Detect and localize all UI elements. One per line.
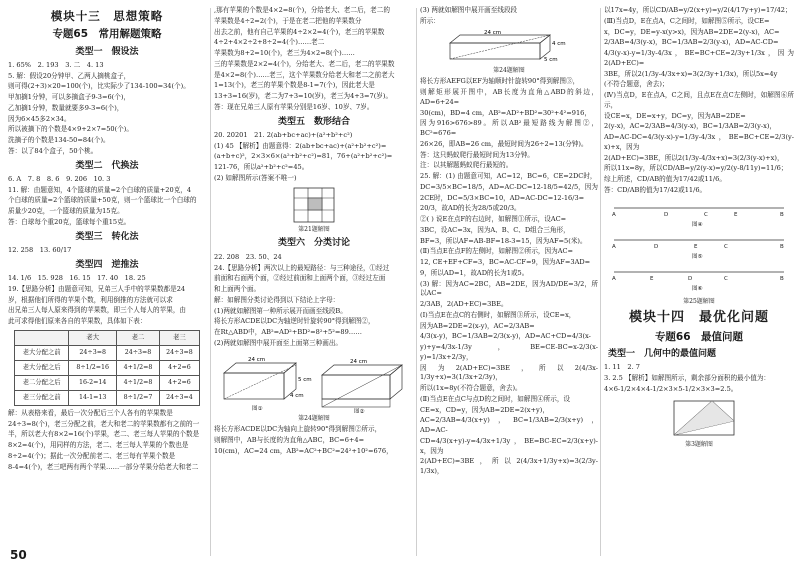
text-line: 则可得(2+3)×20=100(个)，比实际少了134-100=34(个)。	[8, 82, 190, 91]
q24-continued	[214, 425, 414, 456]
table-cell: 24÷3=8	[69, 345, 117, 360]
table-cell: 老二分配之后	[15, 375, 69, 390]
text-line: 1. 11 2. 7	[604, 363, 640, 372]
type2-answers	[8, 175, 206, 228]
type1-answers	[8, 61, 206, 157]
fig24-label-width: 4 cm	[290, 392, 304, 399]
text-line: 10(cm)，AC=24 cm，AB²=AC²+BC²=24²+10²=676，	[214, 446, 393, 455]
text-line: 26×26，即AB=26 cm，最短时间为26÷2=13(分钟)。	[420, 139, 588, 148]
text-line: 30(cm)，BD=4 cm，AB²=AD²+BD²=30²+4²=916，	[420, 108, 591, 117]
text-line: 121-76，所以a²+b²+c²=45。	[214, 163, 309, 172]
fig24-part3-svg	[420, 29, 598, 65]
text-line: DC=3/5×BC=18/5，AD=AC-DC=12-18/5=42/5，因为	[420, 182, 598, 191]
table-header-cell: 老二	[117, 330, 160, 345]
text-line: 质量少20克，一个篮球的质量为15克。	[8, 207, 124, 216]
table-cell: 老大分配之前	[15, 345, 69, 360]
type-heading: 类型五 数形结合	[277, 116, 350, 127]
text-line: CE=x，CD=y，因为AB=2DE=2(x+y)，	[420, 405, 549, 414]
text-line: 6. A 7. 8 8. 6 9. 206 10. 3	[8, 174, 111, 183]
text-line: 2/3AB=4/3(y-x)，BC=1/3AB=2/3(y-x)，AD=AC-CD=	[604, 38, 779, 47]
text-line: 苹果数是4÷2=2(个)，于是在老二把他的苹果数分	[214, 16, 362, 25]
table-header-cell: 老三	[159, 330, 199, 345]
svg-text:B: B	[780, 275, 784, 282]
text-line: (Ⅱ)当点E在点C与点D的之间时，如解图④所示，设	[420, 394, 571, 403]
text-line: 20. 20201 21. 2(ab+bc+ac)+(a²+b²+c²)	[214, 130, 353, 139]
svg-text:D: D	[654, 243, 659, 250]
type-heading: 类型三 转化法	[75, 231, 139, 242]
text-line: 将长方形ACDE以DC为轴向上旋转90°得到解图②所示，	[214, 425, 382, 434]
text-line: 4/3(y-x)-y=1/3y-4/3x，BE=BC+CE=2/3y+1/3x，因为2(AD+EC)=	[604, 49, 794, 67]
fig-top-dim: 24 cm	[484, 29, 502, 36]
text-line: 因为AB=2DE=2(x-y)，AC=2/3AB=	[420, 321, 535, 330]
fig21-caption: 第21题解图	[298, 225, 330, 233]
q19-continued	[214, 6, 414, 59]
fig24-svg	[214, 351, 414, 413]
text-line: 9，所以AD=1，故AD的长为1或5。	[420, 268, 529, 277]
text-line: 答：现在兄弟三人原有苹果分别是16岁、10岁、7岁。	[214, 102, 374, 111]
text-line: 4÷2+4×2÷2+8÷2=4(个)……老二	[214, 38, 325, 47]
text-line: 所示：	[420, 16, 440, 25]
text-line: 注：以其解题蚂蚁爬行最短的。	[420, 161, 513, 170]
fig24-label-height: 5 cm	[298, 376, 312, 383]
text-line: 答：以了84个盒子，50个桃。	[8, 146, 98, 155]
text-line: 出兄弟三人每人原来得到的苹果数，即三个人每人的苹果，由	[8, 306, 187, 315]
table-cell: 24÷3=8	[159, 345, 199, 360]
text-line: 洗摘子的个数是134-50=84(个)。	[8, 136, 110, 145]
fig25-sub: 图⑥	[692, 285, 703, 292]
column-divider	[210, 8, 211, 556]
type-heading: 类型四 逆推法	[75, 259, 139, 270]
text-line: 岁，根据他们所得的苹果个数，利用倒推的方法就可以求	[8, 295, 173, 304]
text-line: 8-4=4(个)，老三吧两有两个苹果……一部分苹果分给老大和老二	[8, 462, 199, 471]
text-line: 三的苹果数是2×2=4(个)，分给老大、老二后，老二的苹果数	[214, 59, 395, 68]
text-line: 2CE时，DC=5/3×BC=10，AD=AC-DC=12-16/3=	[420, 193, 585, 202]
table-cell: 14-1=13	[69, 390, 117, 405]
topic-title: 专题65 常用解题策略	[52, 28, 162, 41]
column-divider	[416, 8, 417, 556]
text-line: 2(AD+EC)=3BE，所以2(1/3y-4/3x+x)=3(2/3(y-x)+x)，	[604, 153, 784, 162]
fig24-sub2: 图②	[354, 408, 365, 413]
fig21-diagram	[214, 186, 414, 224]
text-line: 11. 解：由题意知，4个篮球的质量=2个白球的质量+20克，4	[8, 185, 192, 194]
text-line: 答：白球每个重20克，篮球每个重15克。	[8, 217, 131, 226]
text-line: BF=3，所以AF=AB-BF=18-3=15，因为AF=5(米)。	[420, 236, 587, 245]
text-line: 因为6×45多2×34。	[8, 114, 71, 123]
text-line: 甲加摘1分钟，可以多摘盒子9-3=6(个)，	[8, 93, 130, 102]
type-heading: 类型六 分类讨论	[277, 238, 350, 249]
module-title: 模块十四 最优化问题	[628, 310, 769, 326]
text-line: 8÷2=4(个)；据此一次分配前老二、老三每有苹果个数是	[8, 451, 176, 460]
text-line: 苹果数为8+2=10(个)，老三为4×2=8(个)……	[214, 49, 355, 57]
fig21-svg	[214, 186, 414, 224]
svg-text:E: E	[694, 243, 698, 250]
text-line: (2) 如解图所示(答案不唯一)	[214, 173, 297, 182]
q25-continued	[604, 6, 794, 196]
text-line: 24.【思路分析】两次以上的最短路径：与三种途径，①经过	[214, 263, 390, 272]
topic-title: 专题66 最值问题	[654, 330, 744, 343]
text-line: 是4×2=8(个)……老三，这个苹果数分给老大和老二之前老大	[214, 70, 395, 79]
fig-top-w: 5 cm	[544, 56, 558, 63]
fig24-label-length: 24 cm	[248, 356, 266, 363]
svg-text:B: B	[780, 243, 784, 250]
type-heading: 类型一 几何中的最值问题	[608, 349, 717, 360]
fig-top-caption: 第24题解图	[493, 66, 525, 74]
svg-text:C: C	[724, 275, 728, 282]
svg-text:B: B	[780, 211, 784, 218]
table-cell: 老三分配之前	[15, 390, 69, 405]
svg-text:C: C	[704, 211, 708, 218]
text-line: 22. 208 23. 50、24	[214, 252, 282, 261]
text-line: (Ⅱ)当点E在点F的左侧时，如解图②所示，因为AC=	[420, 247, 574, 256]
text-line: 将长方形ACDE以DC为轴逆时针旋转90°得到解图②，	[214, 317, 375, 326]
q24-part3	[420, 6, 598, 27]
table-cell: 8÷1/2=16	[69, 360, 117, 375]
text-line: (3) 解：因为AC=2BC，AB=2DE，因为AD/DE=3/2，所以AC=	[420, 279, 598, 298]
q25-solution	[420, 172, 598, 477]
text-line: (Ⅰ)当点E在点C的右侧时，如解图③所示，设CE=x，	[420, 310, 576, 319]
fig25-diagram	[604, 198, 794, 296]
text-line: 24÷3=8(个)，老三分配之前，老大和老二的苹果数都有之前的一	[8, 419, 200, 428]
text-line: 因为2(AD+EC)=3BE，所以2(4/3x-1/3y+x)=3(1/3x+2/3y)，	[420, 363, 598, 382]
table-header-cell	[15, 330, 69, 345]
column-2	[214, 6, 414, 554]
column-3	[420, 6, 598, 554]
text-line: 解：从表格来看，最后一次分配后三个人各有的苹果数是	[8, 408, 173, 417]
fig-top-h: 4 cm	[552, 40, 566, 47]
table-row	[15, 360, 200, 375]
text-line: 此可求得他们原来各自的苹果数，具体如下表：	[8, 317, 147, 326]
table-cell: 24÷3=8	[117, 345, 160, 360]
table-header-row	[15, 330, 200, 345]
text-line: 2(AD+EC)=3BE，所以2(4/3x+1/3y+x)=3(2/3y-1/3x)，	[420, 457, 598, 476]
text-line: 13+3=16(岁)，老二为7+3=10(岁)，老三为4+3=7(岁)。	[214, 92, 393, 100]
text-line: 3BC，设AC=3x，因为A、B、C、D组合三角形，	[420, 225, 570, 234]
svg-text:E: E	[734, 211, 738, 218]
table-row	[15, 390, 200, 405]
fig25-svg	[604, 198, 794, 296]
fig24-diagram	[214, 351, 414, 413]
text-line: x，DC=y，DE=y-x(y>x)，因为AB=2DE=2(y-x)，AC=	[604, 27, 780, 36]
text-line: 半，所以老大有8×2=16(个)苹果，老二、老三每人苹果的个数是	[8, 430, 200, 439]
text-line: y)+y=4/3x-1/3y，BE=CE-BC=x-2/3(x-y)=1/3x+2/3y，	[420, 343, 598, 361]
fig25-sub: 图⑤	[692, 253, 703, 260]
text-line: 19.【思路分析】由题意可知，兄弟三人手中的苹果数都是24	[8, 284, 186, 293]
text-line: 综上所述，CD/AB的值为17/42或11/6。	[604, 175, 726, 183]
q19-solution	[8, 409, 206, 473]
fig25-sub: 图④	[692, 221, 703, 228]
module-title: 模块十三 思想策略	[50, 9, 164, 23]
fig3-svg	[604, 397, 794, 439]
type3-answers: 12. 258 13. 60/17	[8, 245, 72, 254]
text-line: 前面和右面两个面，②经过前面和上面两个面，③经过左面	[214, 274, 386, 283]
column-divider	[600, 8, 601, 556]
fig24-part3-diagram	[420, 29, 598, 65]
text-line: 则解矩形展开图中，AB长度为直角△ABD的斜边，AD=6+24=	[420, 88, 598, 106]
text-line: 2(y-x)，AC=2/3AB=4/3(y-x)，BC=1/3AB=2/3(y-x)，	[604, 122, 777, 131]
q24-conclusion	[420, 77, 598, 171]
apple-distribution-table	[14, 330, 200, 406]
svg-text:A: A	[612, 211, 616, 218]
q19-analysis	[8, 285, 206, 327]
table-cell: 老大分配之后	[15, 360, 69, 375]
type-heading: 类型二 代换法	[75, 160, 139, 171]
text-line: 因为916>676>89。所以AB²最短路线为解图②，BC²=676=	[420, 119, 598, 138]
table-cell: 4÷1/2=8	[117, 375, 160, 390]
text-line: 解：如解图分类讨论得到以下结论上字母：	[214, 295, 340, 304]
text-line: 出去之前，他有自己苹果的4÷2×2=4(个)，老三的苹果数	[214, 27, 385, 36]
type1-answers	[604, 363, 794, 394]
table-cell: 4+1/2=8	[117, 360, 160, 375]
text-line: CD=4/3(x+y)-y=4/3x+1/3y，BE=BC-EC=2/3(x+y)-x，因为	[420, 436, 598, 455]
table-cell: 4+2=6	[159, 360, 199, 375]
text-line: 所以11x=8y，所以CD/AB=y/2(y-x)=y/2(y-8/11y)=11/6；	[604, 164, 788, 173]
text-line: 4/3(x-y)，BC=1/3AB=2/3(x-y)，AD=AC+CD=4/3(x-	[420, 332, 591, 341]
fig24-label-length: 24 cm	[350, 358, 368, 365]
text-line: (2)两就如解图中展开面至上面第三种画出。	[214, 338, 343, 347]
table-header-cell: 老大	[69, 330, 117, 345]
text-line: 则解图中，AB与长度的为直角△ABC，BC=6+4=	[214, 436, 365, 445]
column-4	[604, 6, 794, 554]
text-line: AC=2/3AB=4/3(x+y)，BC=1/3AB=2/3(x+y)，AD=AC-	[420, 416, 598, 435]
text-line: 答：CD/AB的值为17/42或11/6。	[604, 185, 707, 194]
table-cell: 8÷1/2=7	[117, 390, 160, 405]
svg-text:C: C	[724, 243, 728, 250]
table-cell: 16-2=14	[69, 375, 117, 390]
text-line: 所以(1x=8y(不符合题意，舍去)。	[420, 384, 522, 393]
text-line: (Ⅲ)当点D，E在点A，C之间时，如解图⑤所示，设CE=	[604, 16, 770, 25]
text-line: ②( ) 说E在点F的右边时，如解图①所示，设AC=	[420, 215, 567, 224]
table-cell: 4+2=6	[159, 375, 199, 390]
fig3-diagram	[604, 397, 794, 439]
text-line: 在Rt△ABD中，AB²=AD²+BD²=8²+5²=89……	[214, 328, 362, 336]
text-line: 2/3AB，2(AD+EC)=3BE。	[420, 300, 508, 309]
svg-text:D: D	[688, 275, 693, 282]
column-1	[8, 6, 206, 554]
text-line: (3) 两就如解图中展开画至线段段	[420, 6, 518, 14]
table-row	[15, 375, 200, 390]
text-line: 和上面两个面。	[214, 285, 261, 293]
text-line: (不符合题意，舍去)；	[604, 80, 669, 89]
page-number: 50	[10, 548, 27, 562]
type-heading: 类型一 假设法	[75, 46, 139, 57]
text-line: (Ⅳ)当点D，E在点A，C之间，且点E在点C左侧时，如解图⑥所示，	[604, 91, 794, 109]
text-line: (1)两就如解图第一种所示展开而画至线段B。	[214, 306, 347, 315]
text-line: (1) 45 【解析】由题意得：2(ab+bc+ac)+(a²+b²+c²)=	[214, 141, 387, 150]
text-line: 5. 解：假设20分钟甲、乙两人摘桃盒子，	[8, 71, 131, 80]
table-row	[15, 345, 200, 360]
svg-text:D: D	[664, 211, 669, 218]
text-line: 将长方形AEFG以EF为轴顺时针旋转90°得到解图③，	[420, 77, 580, 86]
text-line: ,那有苹果的个数是4×2=8(个)，分给老大、老二后，老二的	[214, 6, 390, 14]
text-line: 12, CE+EF+CF=3，BC=AC-CF=9，因为AF=3AD=	[420, 258, 591, 267]
text-line: 4×6-1/2×4×4-1/2×3×5-1/2×3×3=2.5。	[604, 384, 738, 393]
text-line: 20/3，故AD的长为28/5或20/3。	[420, 204, 521, 213]
text-line: 3BE，所以2(1/3y-4/3x+x)=3(2/3y+1/3x)，所以5x=4y	[604, 69, 778, 78]
q19-conclusion	[214, 60, 414, 113]
fig3-caption: 第3题解图	[685, 440, 713, 448]
table-cell: 24÷3=4	[159, 390, 199, 405]
text-line: AD=AC-DC=4/3(y-x)-y=1/3y-4/3x，BE=BC+CE=2/3(y-x)+x，因为	[604, 133, 794, 151]
svg-text:A: A	[612, 275, 616, 282]
text-line: 3. 2.5 【解析】如解图所示，剩余部分面积的最小值为：	[604, 374, 771, 383]
text-line: 25. 解：(1) 由题意可知，AC=12，BC=6，CE=2DC时，	[420, 172, 597, 181]
text-line: 所以被摘下的个数是4×9+2×7=50(个)。	[8, 125, 133, 134]
text-line: 个白球的质量=2个篮球的质量+50克，则一个篮球比一个白球的	[8, 196, 197, 205]
type4-answers: 14. 1/6 15. 928 16. 15 17. 40 18. 25	[8, 274, 146, 283]
svg-text:A: A	[612, 243, 616, 250]
text-line: 乙加摘1分钟，数量就要多9-3=6(个)，	[8, 103, 124, 112]
text-line: 1. 65% 2. 193 3. 二 4. 13	[8, 60, 104, 69]
text-line: 1=13(个)，老三的苹果个数是8-1=7(个)，因此老大是	[214, 81, 375, 90]
type5-answers	[214, 131, 414, 184]
fig25-caption: 第25题解图	[683, 297, 715, 305]
text-line: 以17x=4y，所以CD/AB=y/2(x+y)=y/2(4/17y+y)=17/42；	[604, 6, 792, 14]
text-line: 8×2=4(个)，用同样的方法，老二、老三每人苹果的个数也是	[8, 441, 189, 450]
svg-text:E: E	[650, 275, 654, 282]
fig24-sub1: 图①	[252, 405, 263, 412]
text-line: (a+b+c)²，2×3×6×(a²+b²+c²)=81，76+(a²+b²+c²)=	[214, 152, 393, 161]
fig24-caption: 第24题解图	[298, 414, 330, 422]
type6-answers	[214, 253, 414, 349]
text-line: 答：这只蚂蚁爬行最短时间为13分钟。	[420, 150, 534, 159]
text-line: 设CE=x，DE=x+y，DC=y，因为AB=2DE=	[604, 111, 746, 120]
